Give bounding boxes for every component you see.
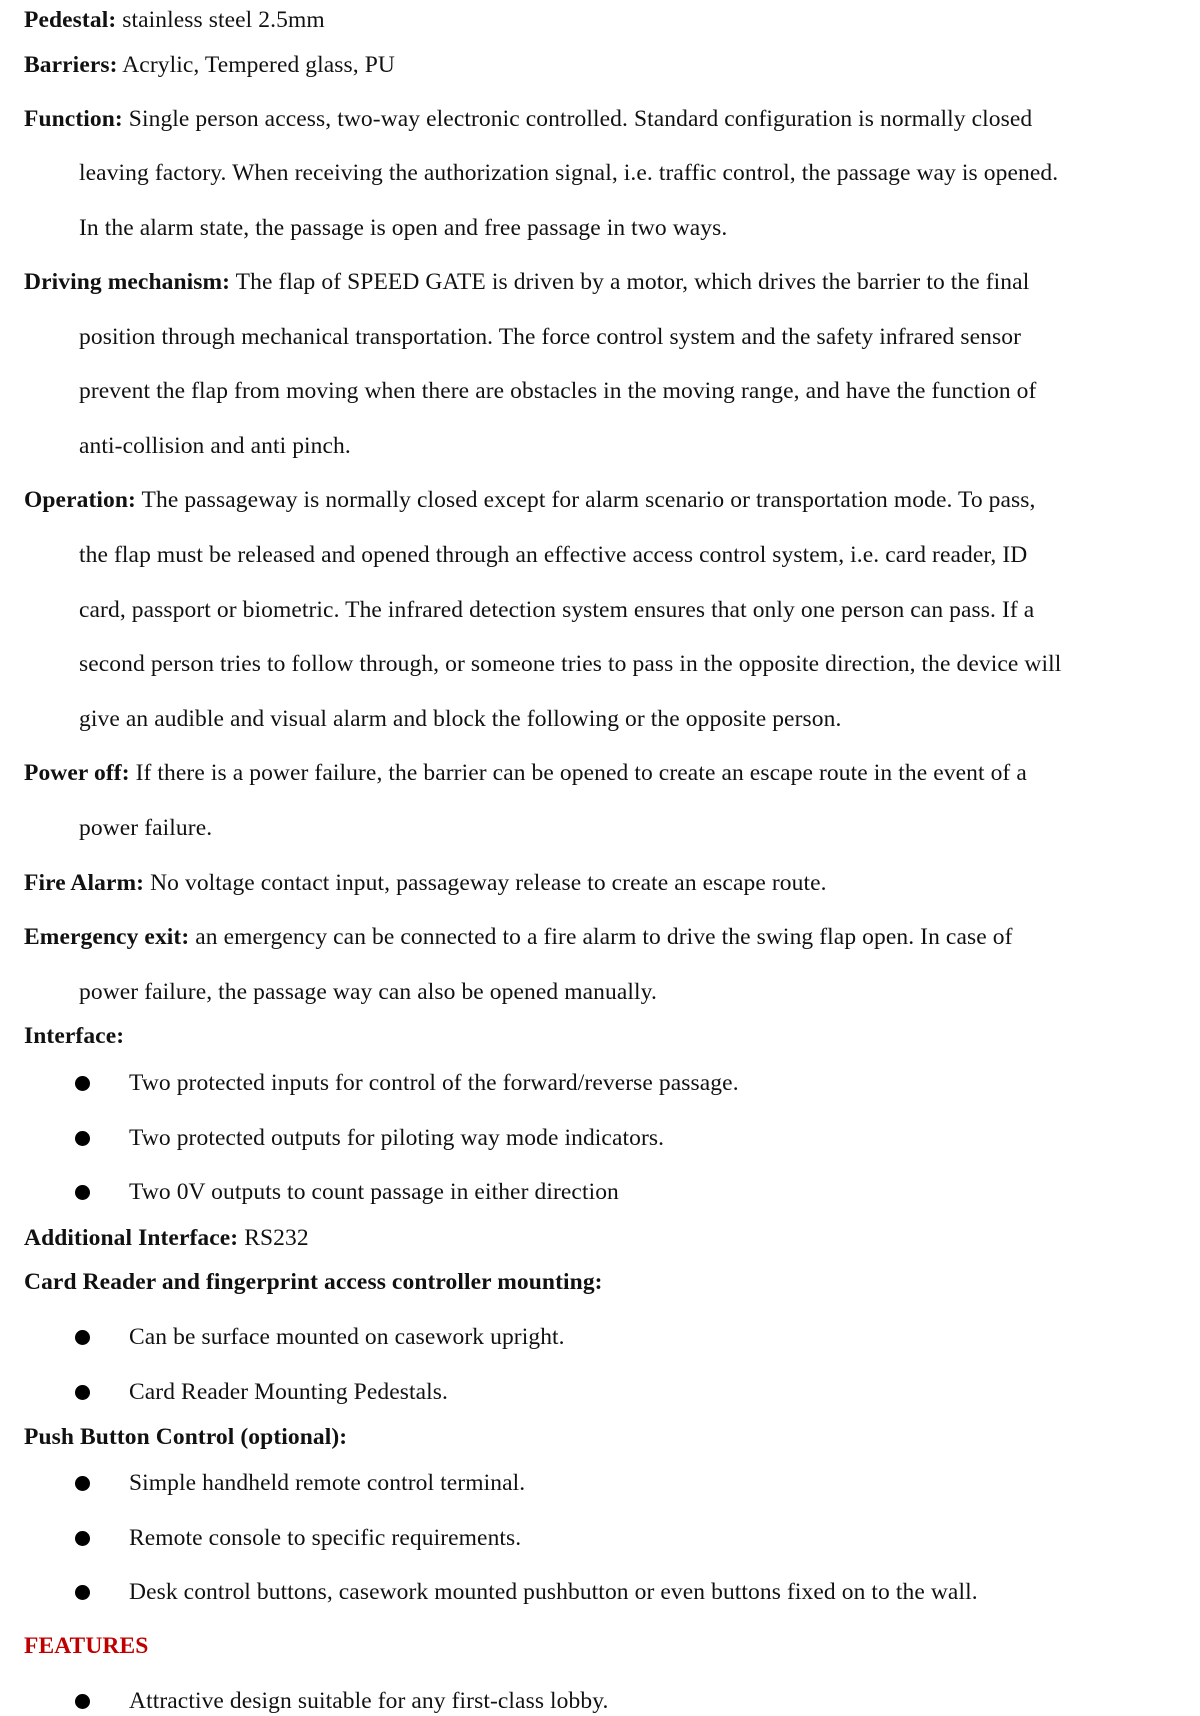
- features-item-1: Attractive design suitable for any first-class lobby.: [129, 1688, 609, 1714]
- additional-interface-text: RS232: [238, 1225, 309, 1251]
- bullet-icon: [75, 1531, 90, 1546]
- power-off-line-1: [24, 758, 1027, 788]
- features-heading: FEATURES: [24, 1633, 149, 1659]
- function-text: Single person access, two-way electronic controlled. Standard configuration is normally closed: [122, 106, 1033, 132]
- bullet-icon: [75, 1385, 90, 1400]
- fire-alarm-text: No voltage contact input, passageway release to create an escape route.: [144, 870, 827, 896]
- interface-item-2: Two protected outputs for piloting way mode indicators.: [129, 1125, 665, 1151]
- operation-line-4: second person tries to follow through, or someone tries to pass in the opposite direction, the device will: [79, 651, 1062, 677]
- function-line-3: In the alarm state, the passage is open and free passage in two ways.: [79, 215, 728, 241]
- bullet-icon: [75, 1131, 90, 1146]
- function-line-2: leaving factory. When receiving the authorization signal, i.e. traffic control, the passage way is opened.: [79, 160, 1059, 186]
- card-reader-heading: Card Reader and fingerprint access controller mounting:: [24, 1269, 603, 1295]
- pedestal-label: Pedestal:: [24, 7, 117, 33]
- driving-line-2: position through mechanical transportation. The force control system and the safety infrared sensor: [79, 324, 1022, 350]
- pedestal-text: stainless steel 2.5mm: [116, 7, 325, 33]
- emergency-label: Emergency exit:: [24, 924, 190, 950]
- barriers-text: Acrylic, Tempered glass, PU: [117, 52, 395, 78]
- emergency-line-2: power failure, the passage way can also be opened manually.: [79, 979, 657, 1005]
- bullet-icon: [75, 1330, 90, 1345]
- power-off-line-2: power failure.: [79, 815, 213, 841]
- fire-alarm-label: Fire Alarm:: [24, 870, 145, 896]
- interface-item-1: Two protected inputs for control of the forward/reverse passage.: [129, 1070, 739, 1096]
- barriers-line: [24, 50, 395, 80]
- operation-text: The passageway is normally closed except for alarm scenario or transportation mode. To pass,: [135, 487, 1036, 513]
- push-button-heading: Push Button Control (optional):: [24, 1424, 348, 1450]
- emergency-text: an emergency can be connected to a fire alarm to drive the swing flap open. In case of: [189, 924, 1013, 950]
- fire-alarm-line: [24, 868, 827, 898]
- emergency-line-1: [24, 922, 1013, 952]
- function-line-1: [24, 104, 1032, 134]
- push-button-item-3: Desk control buttons, casework mounted pushbutton or even buttons fixed on to the wall.: [129, 1579, 978, 1605]
- operation-line-2: the flap must be released and opened through an effective access control system, i.e. card reader, ID: [79, 542, 1028, 568]
- operation-line-5: give an audible and visual alarm and block the following or the opposite person.: [79, 706, 842, 732]
- additional-interface-label: Additional Interface:: [24, 1225, 239, 1251]
- driving-line-1: [24, 267, 1029, 297]
- barriers-label: Barriers:: [24, 52, 118, 78]
- interface-item-3: Two 0V outputs to count passage in either direction: [129, 1179, 619, 1205]
- bullet-icon: [75, 1585, 90, 1600]
- bullet-icon: [75, 1694, 90, 1709]
- bullet-icon: [75, 1476, 90, 1491]
- driving-line-4: anti-collision and anti pinch.: [79, 433, 351, 459]
- function-label: Function:: [24, 106, 123, 132]
- interface-heading: Interface:: [24, 1023, 125, 1049]
- operation-line-1: [24, 485, 1036, 515]
- driving-text: The flap of SPEED GATE is driven by a motor, which drives the barrier to the final: [230, 269, 1030, 295]
- bullet-icon: [75, 1185, 90, 1200]
- operation-line-3: card, passport or biometric. The infrared detection system ensures that only one person can pass. If a: [79, 597, 1035, 623]
- bullet-icon: [75, 1076, 90, 1091]
- driving-line-3: prevent the flap from moving when there are obstacles in the moving range, and have the function of: [79, 378, 1037, 404]
- operation-label: Operation:: [24, 487, 136, 513]
- power-off-text: If there is a power failure, the barrier can be opened to create an escape route in the event of a: [129, 760, 1027, 786]
- push-button-item-2: Remote console to specific requirements.: [129, 1525, 522, 1551]
- power-off-label: Power off:: [24, 760, 130, 786]
- card-reader-item-2: Card Reader Mounting Pedestals.: [129, 1379, 448, 1405]
- push-button-item-1: Simple handheld remote control terminal.: [129, 1470, 526, 1496]
- pedestal-line: [24, 5, 325, 35]
- card-reader-item-1: Can be surface mounted on casework upright.: [129, 1324, 565, 1350]
- additional-interface-line: [24, 1223, 309, 1253]
- driving-label: Driving mechanism:: [24, 269, 231, 295]
